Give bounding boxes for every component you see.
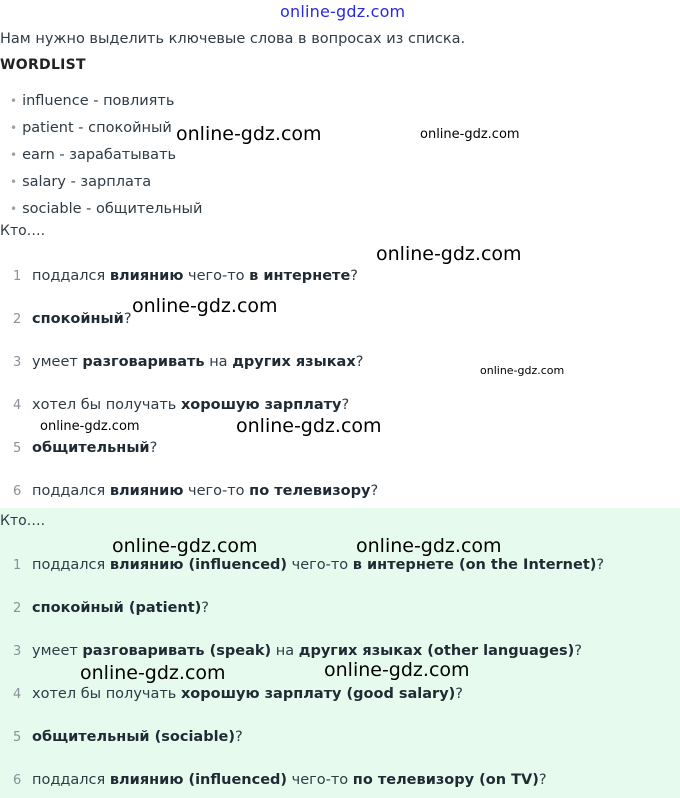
intro-text: Нам нужно выделить ключевые слова в вопросах из списка. bbox=[0, 31, 466, 47]
watermark: online-gdz.com bbox=[132, 295, 278, 317]
watermark: online-gdz.com bbox=[112, 535, 258, 557]
question-text: поддался влиянию чего-то в интернете? bbox=[32, 268, 358, 284]
watermark: online-gdz.com bbox=[480, 364, 565, 377]
question-text: поддался влиянию (influenced) чего-то по телевизору (on TV)? bbox=[32, 772, 547, 788]
question-text: умеет разговаривать на других языках? bbox=[32, 354, 364, 370]
watermark: online-gdz.com bbox=[80, 662, 226, 684]
wordlist-item bbox=[10, 174, 151, 190]
wordlist-item-text: earn - зарабатывать bbox=[22, 147, 177, 163]
watermark: online-gdz.com bbox=[356, 535, 502, 557]
question-number: 3 bbox=[13, 644, 22, 659]
wordlist-item bbox=[10, 93, 174, 109]
wordlist-item-text: influence - повлиять bbox=[22, 93, 175, 109]
top-watermark: online-gdz.com bbox=[280, 2, 406, 21]
watermark: online-gdz.com bbox=[40, 419, 140, 434]
wordlist-item bbox=[10, 147, 176, 163]
question-number: 5 bbox=[13, 730, 22, 745]
bullet-icon: • bbox=[10, 94, 18, 108]
question-text: общительный? bbox=[32, 440, 158, 456]
watermark: online-gdz.com bbox=[236, 415, 382, 437]
question-text: поддался влиянию чего-то по телевизору? bbox=[32, 483, 379, 499]
question-text: спокойный (patient)? bbox=[32, 600, 209, 616]
section1-heading: Кто…. bbox=[0, 223, 46, 239]
question-text: хотел бы получать хорошую зарплату? bbox=[32, 397, 350, 413]
question-number: 6 bbox=[13, 773, 22, 788]
question-number: 6 bbox=[13, 484, 22, 499]
wordlist-item-text: sociable - общительный bbox=[22, 201, 203, 217]
wordlist-item-text: salary - зарплата bbox=[22, 174, 152, 190]
question-number: 1 bbox=[13, 269, 22, 284]
wordlist-heading: WORDLIST bbox=[0, 57, 86, 73]
question-number: 3 bbox=[13, 355, 22, 370]
question-text: хотел бы получать хорошую зарплату (good salary)? bbox=[32, 686, 463, 702]
wordlist-item-text: patient - спокойный bbox=[22, 120, 172, 136]
bullet-icon: • bbox=[10, 148, 18, 162]
section2-heading: Кто…. bbox=[0, 513, 46, 529]
watermark: online-gdz.com bbox=[376, 243, 522, 265]
question-number: 4 bbox=[13, 398, 22, 413]
question-number: 5 bbox=[13, 441, 22, 456]
bullet-icon: • bbox=[10, 202, 18, 216]
bullet-icon: • bbox=[10, 175, 18, 189]
question-text: поддался влиянию (influenced) чего-то в интернете (on the Internet)? bbox=[32, 557, 605, 573]
watermark: online-gdz.com bbox=[420, 127, 520, 142]
question-number: 2 bbox=[13, 312, 22, 327]
question-text: общительный (sociable)? bbox=[32, 729, 243, 745]
question-number: 2 bbox=[13, 601, 22, 616]
question-text: спокойный? bbox=[32, 311, 132, 327]
wordlist-item bbox=[10, 201, 202, 217]
question-number: 1 bbox=[13, 558, 22, 573]
question-text: умеет разговаривать (speak) на других языках (other languages)? bbox=[32, 643, 582, 659]
bullet-icon: • bbox=[10, 121, 18, 135]
question-number: 4 bbox=[13, 687, 22, 702]
wordlist-item bbox=[10, 120, 172, 136]
watermark: online-gdz.com bbox=[176, 123, 322, 145]
watermark: online-gdz.com bbox=[324, 659, 470, 681]
